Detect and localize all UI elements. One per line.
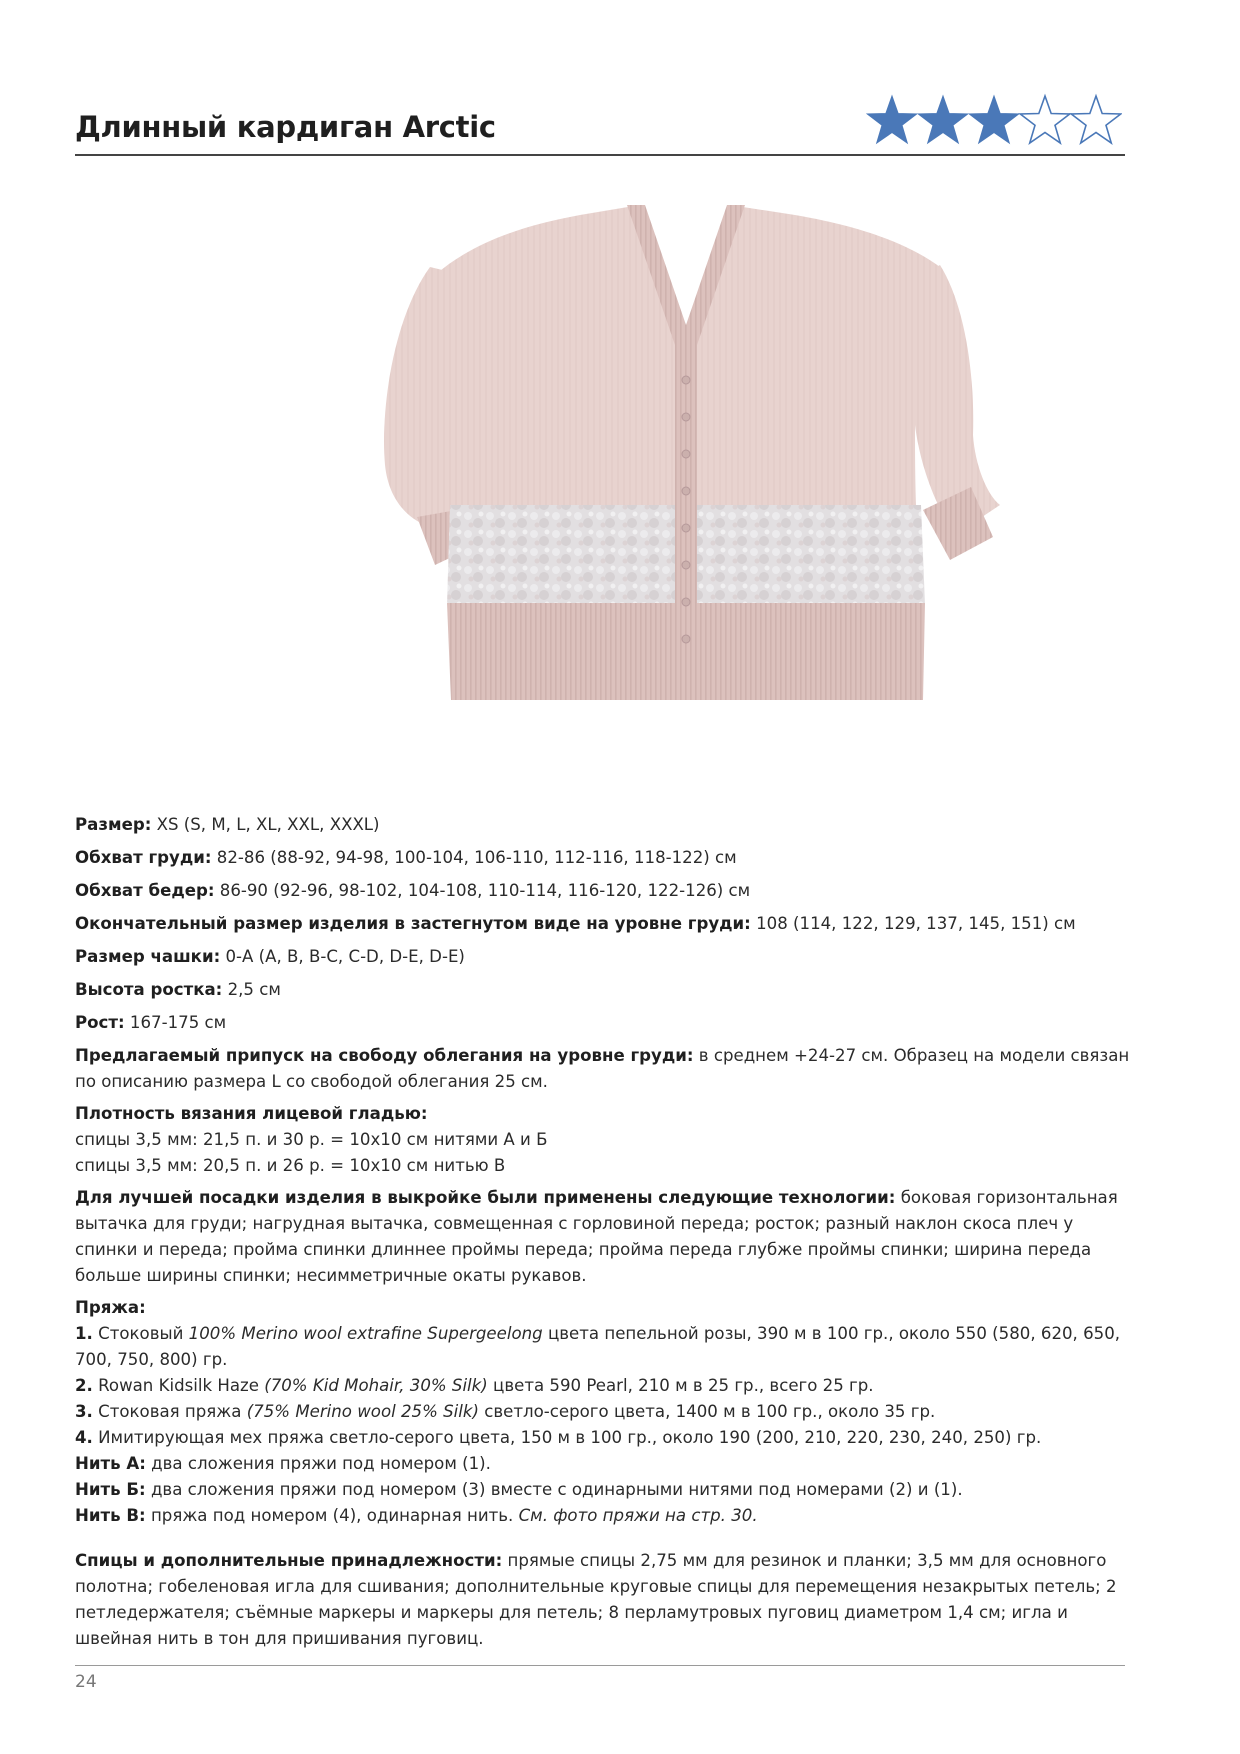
spec-final-size: Окончательный размер изделия в застегнутом виде на уровне груди: 108 (114, 122, 129, 137, 145, 151) см [75,914,1076,933]
spec-size: Размер: XS (S, M, L, XL, XXL, XXXL) [75,815,380,834]
thread-definition: Нить Б: два сложения пряжи под номером (3) вместе с одинарными нитями под номерами (2) и (1). [75,1480,963,1499]
spec-yarn: Пряжа: 1. Стоковый 100% Merino wool extrafine Supergeelong цвета пепельной розы, 390 м в 100 гр., около 550 (580, 620, 650, 700, 750, 800) гр. 2. Rowan Kidsilk Haze (70% Kid Mohair, 30% Silk) цвета 590 Pearl, 210 м в 25 гр., всего 25 гр. 3. Стоковая пряжа (75% Merino wool 25% Silk) светло-серого цвета, 1400 м в 100 гр., около 35 гр. 4. Имитирующая мех пряжа светло-серого цвета, 150 м в 100 гр., около 190 (200, 210, 220, 230, 240, 250) гр. Нить А: два сложения пряжи под номером (1). Нить Б: два сложения пряжи под номером (3) вместе с одинарными нитями под номерами (2) и (1). Нить В: пряжа под номером (4), одинарная нить. См. фото пряжи на стр. 30. [75,1295,1135,1529]
thread-definition: Нить В: пряжа под номером (4), одинарная нить. См. фото пряжи на стр. 30. [75,1506,758,1525]
footer-divider [75,1665,1125,1666]
spec-ease: Предлагаемый припуск на свободу облегания на уровне груди: в среднем +24-27 см. Образец на модели связан по описанию размера L со свободой облегания 25 см. [75,1046,1130,1091]
spec-hips: Обхват бедер: 86-90 (92-96, 98-102, 104-108, 110-114, 116-120, 122-126) см [75,881,751,900]
page-title: Длинный кардиган Arctic [75,110,496,144]
spec-chest: Обхват груди: 82-86 (88-92, 94-98, 100-104, 106-110, 112-116, 118-122) см [75,848,737,867]
spec-gauge: Плотность вязания лицевой гладью: спицы 3,5 мм: 21,5 п. и 30 р. = 10х10 см нитями А и Б спицы 3,5 мм: 20,5 п. и 26 р. = 10х10 см нитью В [75,1104,548,1175]
thread-definition: Нить А: два сложения пряжи под номером (1). [75,1454,491,1473]
yarn-item: 2. Rowan Kidsilk Haze (70% Kid Mohair, 30% Silk) цвета 590 Pearl, 210 м в 25 гр., всего 25 гр. [75,1376,874,1395]
star-filled-icon [867,96,916,143]
star-empty-icon [1020,96,1069,143]
spec-rise: Высота ростка: 2,5 см [75,980,281,999]
star-empty-icon [1071,96,1120,143]
star-filled-icon [918,96,967,143]
difficulty-rating [866,90,1122,150]
page-number: 24 [75,1672,97,1692]
title-divider [75,154,1125,156]
spec-cup: Размер чашки: 0-A (A, B, B-C, C-D, D-E, D-E) [75,947,465,966]
star-filled-icon [969,96,1018,143]
yarn-item: 4. Имитирующая мех пряжа светло-серого цвета, 150 м в 100 гр., около 190 (200, 210, 220, 230, 240, 250) гр. [75,1428,1042,1447]
cardigan-photo [375,205,1005,765]
pattern-specs [75,812,1135,1658]
yarn-item: 3. Стоковая пряжа (75% Merino wool 25% Silk) светло-серого цвета, 1400 м в 100 гр., около 35 гр. [75,1402,936,1421]
spec-technologies: Для лучшей посадки изделия в выкройке были применены следующие технологии: боковая горизонтальная вытачка для груди; нагрудная вытачка, совмещенная с горловиной переда; росток; разный наклон скоса плеч у спинки и переда; пройма спинки длиннее проймы переда; пройма переда глубже проймы спинки; ширина переда больше ширины спинки; несимметричные окаты рукавов. [75,1188,1118,1285]
spec-needles: Спицы и дополнительные принадлежности: прямые спицы 2,75 мм для резинок и планки; 3,5 мм для основного полотна; гобеленовая игла для сшивания; дополнительные круговые спицы для перемещения незакрытых петель; 2 петледержателя; съёмные маркеры и маркеры для петель; 8 перламутровых пуговиц диаметром 1,4 см; игла и швейная нить в тон для пришивания пуговиц. [75,1551,1117,1648]
spec-height: Рост: 167-175 см [75,1013,227,1032]
yarn-item: 1. Стоковый 100% Merino wool extrafine Supergeelong цвета пепельной розы, 390 м в 100 гр., около 550 (580, 620, 650, 700, 750, 800) гр. [75,1324,1121,1369]
